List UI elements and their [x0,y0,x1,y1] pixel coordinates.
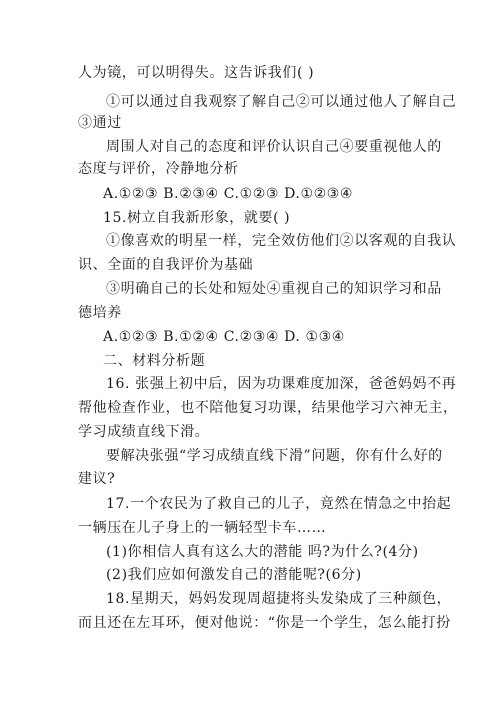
answer-options: A.①②③ B.②③④ C.①②③ D.①②③④ [103,186,354,202]
text-line: 德培养 [78,305,122,321]
text-line: 周围人对自己的态度和评价认识自己④要重视他人的 [106,139,442,155]
text-line: 一辆压在儿子身上的一辆轻型卡车…… [78,520,327,536]
text-line: ③明确自己的长处和短处④重视自己的知识学习和品 [106,281,442,297]
text-line: 学习成绩直线下滑。 [78,424,210,440]
question-heading: 16. 张强上初中后，因为功课难度加深，爸爸妈妈不再 [106,376,457,392]
text-line: 帮他检查作业，也不陪他复习功课，结果他学习六神无主， [78,400,458,416]
text-line: 人为镜，可以明得失。这告诉我们( ) [78,65,315,81]
text-line: ①可以通过自我观察了解自己②可以通过他人了解自己 [106,94,457,110]
text-line: 识、全面的自我评价为基础 [78,257,254,273]
answer-options: A.①②③ B.①②④ C.②③④ D. ①③④ [103,329,345,345]
text-line: 而且还在左耳环，便对他说：“你是一个学生，怎么能打扮 [78,615,451,631]
text-line: 建议? [78,471,116,487]
question-heading: 17.一个农民为了救自己的儿子，竟然在情急之中抬起 [106,496,452,512]
section-heading: 二、材料分析题 [103,353,206,369]
question-heading: 18.星期天，妈妈发现周超捷将头发染成了三种颜色， [106,591,452,607]
text-line: 态度与评价，冷静地分析 [78,161,239,177]
sub-question: (1)你相信人真有这么大的潜能 吗?为什么?(4分) [106,544,419,560]
question-heading: 15.树立自我新形象，就要( ) [103,210,291,226]
text-line: ③通过 [78,115,122,131]
text-line: 要解决张强“学习成绩直线下滑”问题，你有什么好的 [106,448,443,464]
text-line: ①像喜欢的明星一样，完全效仿他们②以客观的自我认 [106,233,457,249]
sub-question: (2)我们应如何激发自己的潜能呢?(6分) [106,567,362,583]
